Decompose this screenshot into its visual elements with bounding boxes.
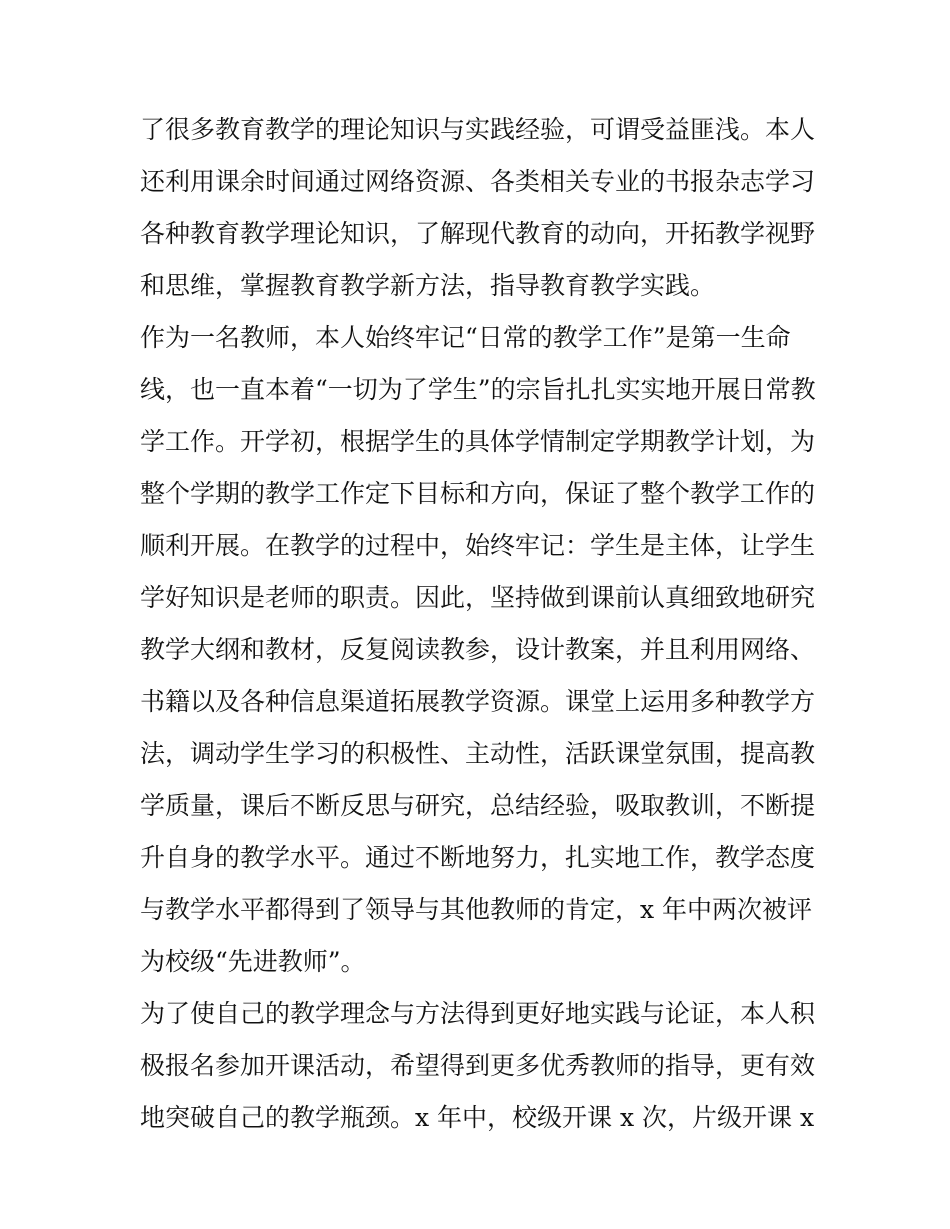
text-line: 线，也一直本着“一切为了学生”的宗旨扎扎实实地开展日常教 xyxy=(140,375,816,404)
text-line: 各种教育教学理论知识，了解现代教育的动向，开拓教学视野 xyxy=(140,219,816,248)
text-line: 极报名参加开课活动，希望得到更多优秀教师的指导，更有效 xyxy=(140,1051,816,1080)
text-line: 学工作。开学初，根据学生的具体学情制定学期教学计划，为 xyxy=(140,427,816,456)
text-line: 法，调动学生学习的积极性、主动性，活跃课堂氛围，提高教 xyxy=(140,739,816,768)
text-line: 学质量，课后不断反思与研究，总结经验，吸取教训，不断提 xyxy=(140,791,816,820)
document-body xyxy=(140,104,820,1144)
text-line: 整个学期的教学工作定下目标和方向，保证了整个教学工作的 xyxy=(140,479,816,508)
text-line: 教学大纲和教材，反复阅读教参，设计教案，并且利用网络、 xyxy=(140,635,816,664)
text-line: 地突破自己的教学瓶颈。x 年中，校级开课 x 次，片级开课 x xyxy=(140,1103,815,1132)
text-line: 学好知识是老师的职责。因此，坚持做到课前认真细致地研究 xyxy=(140,583,816,612)
paragraph-2 xyxy=(140,312,820,988)
paragraph-1 xyxy=(140,104,820,312)
paragraph-3 xyxy=(140,988,820,1144)
text-line: 升自身的教学水平。通过不断地努力，扎实地工作，教学态度 xyxy=(140,843,816,872)
text-line: 为了使自己的教学理念与方法得到更好地实践与论证，本人积 xyxy=(140,999,816,1028)
text-line: 了很多教育教学的理论知识与实践经验，可谓受益匪浅。本人 xyxy=(140,115,816,144)
text-line: 作为一名教师，本人始终牢记“日常的教学工作”是第一生命 xyxy=(140,323,791,352)
text-line: 书籍以及各种信息渠道拓展教学资源。课堂上运用多种教学方 xyxy=(140,687,816,716)
text-line: 为校级“先进教师”。 xyxy=(140,947,366,976)
text-line: 和思维，掌握教育教学新方法，指导教育教学实践。 xyxy=(140,271,716,300)
text-line: 顺利开展。在教学的过程中，始终牢记：学生是主体，让学生 xyxy=(140,531,816,560)
text-line: 与教学水平都得到了领导与其他教师的肯定，x 年中两次被评 xyxy=(140,895,813,924)
text-line: 还利用课余时间通过网络资源、各类相关专业的书报杂志学习 xyxy=(140,167,816,196)
